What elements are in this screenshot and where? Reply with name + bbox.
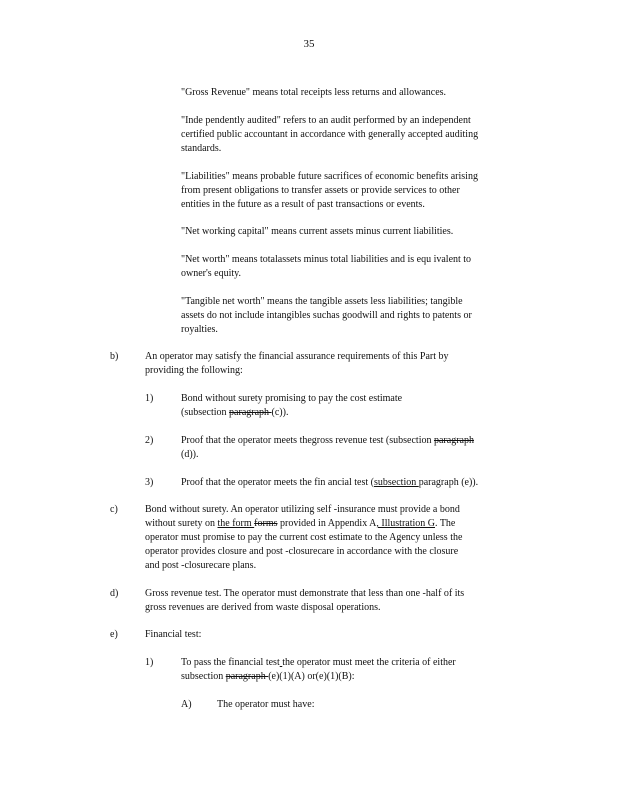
page-number: 35 [303,38,315,50]
item-b3-label: 3) [145,477,154,488]
struck-text: forms [254,518,278,529]
definition-independently-audited: "Inde pendently audited" refers to an audit performed by an independent certified public accountant in accordance with generally accepted auditing standards. [181,115,479,154]
item-e1-label: 1) [145,657,154,668]
struck-text: paragraph [229,407,272,418]
subitem-a-text: The operator must have: [217,699,315,710]
section-d-text: Gross revenue test. The operator must demonstrate that less than one -half of its gross revenues are derived from waste disposal operations. [145,588,465,613]
underlined-text: subsection [374,477,419,488]
item-b3-text: Proof that the operator meets the fin ancial test (subsection paragraph (e)). [181,477,479,488]
definition-gross-revenue: "Gross Revenue" means total receipts less returns and allowances. [181,87,447,98]
definition-liabilities: "Liabilities" means probable future sacrifices of economic benefits arising from present obligations to transfer assets or provide services to other entities in the future as a result of past transactions or events. [181,171,478,210]
underlined-text: the form [217,518,255,529]
section-c-label: c) [110,504,118,515]
section-e-text: Financial test: [145,629,202,640]
section-c-text: Bond without surety. An operator utilizing self -insurance must provide a bond without surety on the form forms provided in Appendix A, Illustration G. The operator must promise to pay the current cost estimate to the Agency unless the operator provides closure and post -closurecare in accordance with the closure and post -closurecare plans. [145,504,463,571]
item-b1-label: 1) [145,393,154,404]
underlined-text: , Illustration G [376,518,435,529]
definition-net-working-capital: "Net working capital" means current assets minus current liabilities. [181,226,454,237]
definition-tangible-net-worth: "Tangible net worth" means the tangible assets less liabilities; tangible assets do not include intangibles suchas goodwill and rights to patents or royalties. [181,296,472,335]
section-d-label: d) [110,588,119,599]
definition-net-worth: "Net worth" means totalassets minus total liabilities and is equ ivalent to owner's equity. [181,254,472,279]
item-b2-text: Proof that the operator meets thegross revenue test (subsection paragraph (d)). [181,435,474,460]
section-b-label: b) [110,351,119,362]
item-b2-label: 2) [145,435,154,446]
section-e-label: e) [110,629,118,640]
subitem-a-label: A) [181,699,192,710]
item-e1-text: To pass the financial test the operator must meet the criteria of either subsection paragraph (e)(1)(A) or(e)(1)(B): [181,657,456,682]
struck-text: paragraph [433,435,474,446]
item-b1-text: Bond without surety promising to pay the cost estimate (subsection paragraph (c)). [181,393,403,418]
section-b-text: An operator may satisfy the financial assurance requirements of this Part by providing the following: [145,351,449,376]
struck-text: paragraph [225,671,269,682]
